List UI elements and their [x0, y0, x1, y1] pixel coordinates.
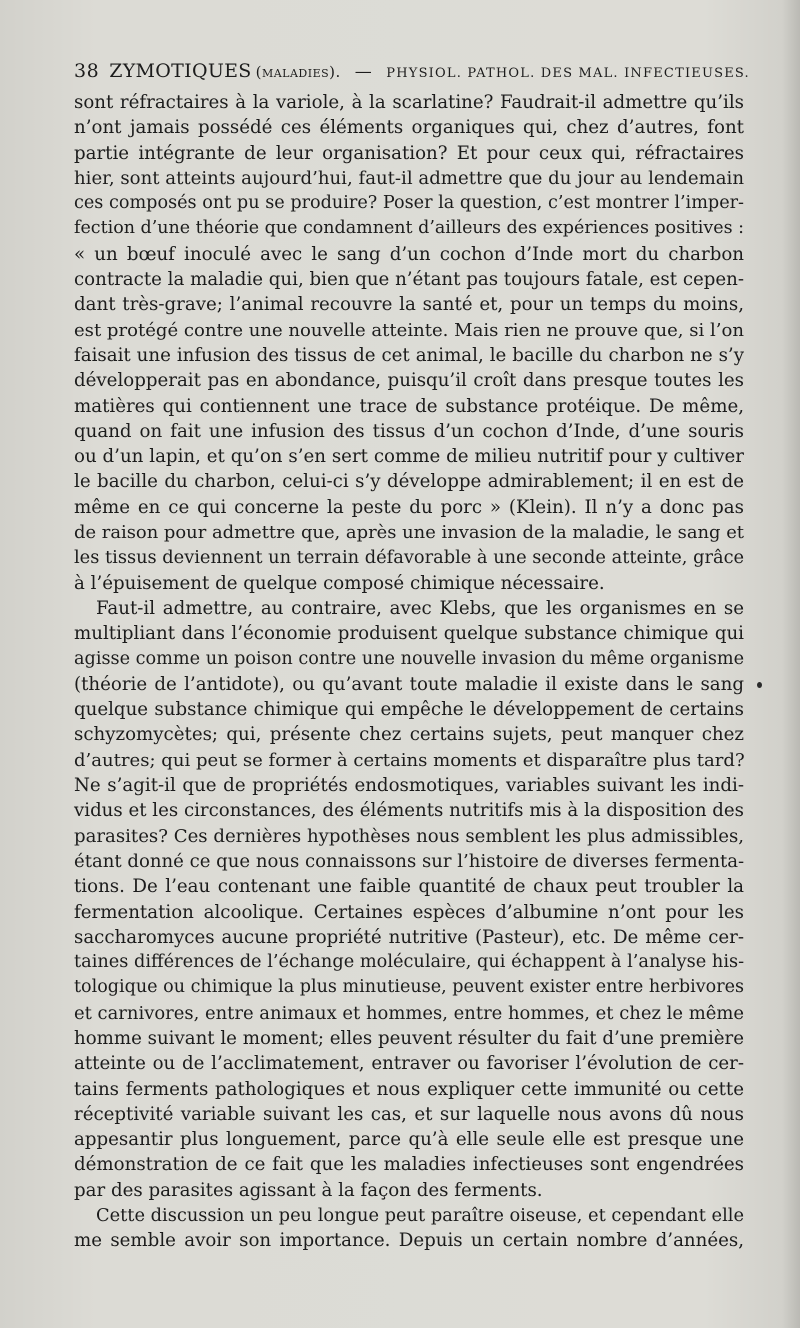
text-line: faisait une infusion des tissus de cet animal, le bacille du charbon ne s’y	[74, 344, 744, 366]
text-line: tions. De l’eau contenant une faible quantité de chaux peut troubler la	[74, 876, 744, 898]
text-line: de raison pour admettre que, après une invasion de la maladie, le sang et	[74, 522, 744, 544]
text-line: réceptivité variable suivant les cas, et sur laquelle nous avons dû nous	[74, 1103, 744, 1125]
text-line: quand on fait une infusion des tissus d’un cochon d’Inde, d’une souris	[74, 420, 744, 442]
running-title-parenthetical: (maladies).	[255, 63, 341, 81]
text-line: vidus et les circonstances, des éléments nutritifs mis à la disposition des	[74, 800, 744, 822]
text-line: « un bœuf inoculé avec le sang d’un cochon d’Inde mort du charbon	[74, 243, 744, 265]
text-line: tologique ou chimique la plus minutieuse, peuvent exister entre herbivores	[74, 977, 744, 998]
text-line: est protégé contre une nouvelle atteinte. Mais rien ne prouve que, si l’on	[74, 319, 744, 341]
text-line: hier, sont atteints aujourd’hui, faut-il admettre que du jour au lendemain	[74, 167, 744, 189]
text-line: le bacille du charbon, celui-ci s’y développe admirablement; il en est de	[74, 471, 744, 493]
text-line: matières qui contiennent une trace de substance protéique. De même,	[74, 395, 744, 417]
text-line: saccharomyces aucune propriété nutritive (Pasteur), etc. De même cer-	[74, 926, 744, 948]
text-line: dant très-grave; l’animal recouvre la santé et, pour un temps du moins,	[74, 294, 744, 316]
text-line: sont réfractaires à la variole, à la scarlatine? Faudrait-il admettre qu’ils	[74, 92, 744, 113]
text-line: ces composés ont pu se produire? Poser la question, c’est montrer l’imper-	[74, 193, 744, 214]
paragraph-1	[74, 90, 744, 596]
running-title: ZYMOTIQUES	[109, 60, 252, 82]
text-line: les tissus deviennent un terrain défavorable à une seconde atteinte, grâce	[74, 547, 745, 569]
text-line: appesantir plus longuement, parce qu’à elle seule elle est presque une	[74, 1129, 744, 1151]
text-line: étant donné ce que nous connaissons sur l’histoire de diverses fermenta-	[74, 850, 745, 872]
text-line: et carnivores, entre animaux et hommes, entre hommes, et chez le même	[74, 1002, 744, 1024]
text-line: fection d’une théorie que condamnent d’ailleurs des expériences positives :	[74, 218, 744, 239]
text-line: développerait pas en abondance, puisqu’il croît dans presque toutes les	[74, 370, 744, 392]
text-line: contracte la maladie qui, bien que n’étant pas toujours fatale, est cepen-	[74, 269, 744, 291]
text-line: Ne s’agit-il que de propriétés endosmotiques, variables suivant les indi-	[74, 775, 744, 797]
page-edge-shadow	[782, 0, 800, 1328]
text-line: agisse comme un poison contre une nouvelle invasion du même organisme	[74, 648, 745, 669]
text-line: atteinte ou de l’acclimatement, entraver ou favoriser l’évolution de cer-	[74, 1053, 744, 1075]
running-head-dash: —	[354, 62, 373, 82]
margin-ink-mark	[757, 682, 762, 688]
body-text	[74, 90, 744, 1254]
text-line: parasites? Ces dernières hypothèses nous semblent les plus admissibles,	[74, 825, 744, 847]
text-line: d’autres; qui peut se former à certains moments et disparaître plus tard?	[74, 749, 745, 771]
text-line: taines différences de l’échange moléculaire, qui échappent à l’analyse his-	[74, 952, 745, 973]
text-line: schyzomycètes; qui, présente chez certains sujets, peut manquer chez	[74, 724, 744, 746]
text-line: Cette discussion un peu longue peut paraître oiseuse, et cependant elle	[96, 1205, 744, 1227]
text-line: Faut-il admettre, au contraire, avec Klebs, que les organismes en se	[96, 597, 744, 619]
text-line: à l’épuisement de quelque composé chimique nécessaire.	[74, 572, 605, 594]
text-line: n’ont jamais possédé ces éléments organiques qui, chez d’autres, font	[74, 117, 744, 139]
text-line: ou d’un lapin, et qu’on s’en sert comme de milieu nutritif pour y cultiver	[74, 446, 744, 468]
text-line: me semble avoir son importance. Depuis un certain nombre d’années,	[74, 1230, 744, 1252]
text-line: démonstration de ce fait que les maladies infectieuses sont engendrées	[74, 1154, 744, 1176]
paragraph-2	[74, 596, 744, 1203]
paragraph-3	[74, 1203, 744, 1254]
running-subtitle: PHYSIOL. PATHOL. DES MAL. INFECTIEUSES.	[386, 66, 750, 81]
text-line: tains ferments pathologiques et nous expliquer cette immunité ou cette	[74, 1078, 744, 1100]
running-head	[74, 60, 750, 90]
text-line: (théorie de l’antidote), ou qu’avant toute maladie il existe dans le sang	[74, 673, 744, 695]
text-line: multipliant dans l’économie produisent quelque substance chimique qui	[74, 623, 744, 645]
text-line: par des parasites agissant à la façon des ferments.	[74, 1179, 543, 1201]
text-line: homme suivant le moment; elles peuvent résulter du fait d’une première	[74, 1027, 744, 1049]
text-line: même en ce qui concerne la peste du porc » (Klein). Il n’y a donc pas	[74, 496, 744, 518]
page-number: 38	[74, 60, 100, 82]
book-page	[74, 60, 750, 1254]
text-line: quelque substance chimique qui empêche le développement de certains	[74, 699, 744, 721]
text-line: fermentation alcoolique. Certaines espèces d’albumine n’ont pour les	[74, 901, 744, 923]
text-line: partie intégrante de leur organisation? Et pour ceux qui, réfractaires	[74, 142, 744, 164]
